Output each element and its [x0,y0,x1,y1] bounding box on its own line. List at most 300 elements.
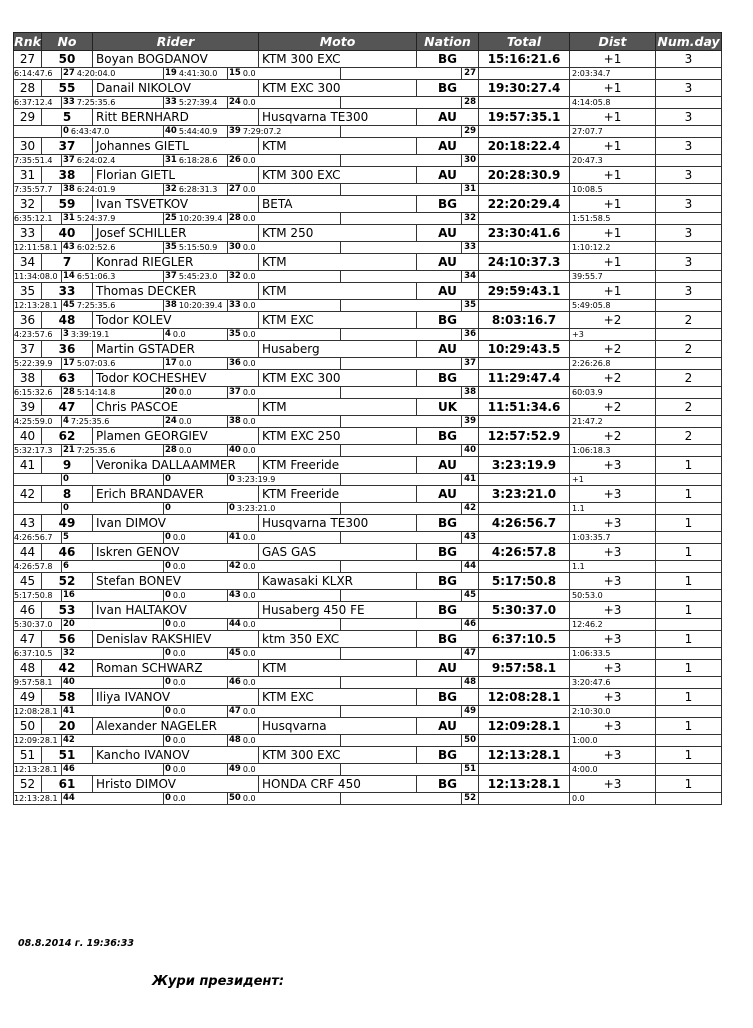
dist-cell: +3 [570,631,656,648]
detail-row [14,358,722,370]
total-time-cell: 12:09:28.1 [479,718,570,735]
day-position: 33 [229,300,241,310]
final-position-segment [340,735,478,746]
day-time: 0.0 [172,330,186,339]
day-position: 43 [63,242,75,252]
rank-cell: 44 [14,544,42,561]
day-time-segment [14,503,61,514]
day-splits-cell [14,590,479,602]
day-position-segment [163,793,227,804]
day-time: 4:23:57.6 [14,330,53,339]
day-position-segment [61,358,163,369]
bib-number-cell: 53 [42,602,93,619]
day-time: 0.0 [172,620,186,629]
bib-number-cell: 5 [42,109,93,126]
day-time: 0.0 [242,591,256,600]
day-time-segment [14,184,61,195]
total-time-cell: 15:16:21.6 [479,51,570,68]
detail-blank-cell [479,706,570,718]
detail-blank-cell [656,619,722,631]
day-time-segment [14,474,61,485]
dist-cell: +1 [570,80,656,97]
detail-blank-cell [656,735,722,747]
detail-blank-cell [479,619,570,631]
num-day-cell: 3 [656,138,722,155]
day-position: 0 [229,474,235,484]
day-time: 6:14:47.6 [14,69,53,78]
day-time: 6:35:12.1 [14,214,53,223]
day-position: 38 [229,416,241,426]
final-position-segment [340,619,478,630]
bib-number-cell: 62 [42,428,93,445]
bib-number-cell: 42 [42,660,93,677]
day-position: 20 [165,387,177,397]
header-no: No [42,33,93,51]
total-time-cell: 11:51:34.6 [479,399,570,416]
day-time: 4:25:59.0 [14,417,53,426]
detail-row [14,126,722,138]
rider-name-cell: Josef SCHILLER [93,225,259,242]
bib-number-cell: 55 [42,80,93,97]
total-time-cell: 9:57:58.1 [479,660,570,677]
detail-row [14,445,722,457]
day-position: 25 [165,213,177,223]
detail-row [14,590,722,602]
num-day-cell: 1 [656,573,722,590]
detail-row [14,155,722,167]
dist-cell: +1 [570,109,656,126]
bib-number-cell: 38 [42,167,93,184]
day-time-segment [14,764,61,775]
day-splits-cell [14,648,479,660]
rider-name-cell: Roman SCHWARZ [93,660,259,677]
rider-name-cell: Todor KOLEV [93,312,259,329]
day-position: 38 [165,300,177,310]
day-position-segment [227,300,340,311]
day-position-segment [227,445,340,456]
detail-row [14,271,722,283]
final-position: 34 [461,271,478,282]
detail-blank-cell [479,503,570,515]
day-time: 0.0 [242,69,256,78]
moto-cell: KTM 300 EXC [259,747,417,764]
rider-name-cell: Iliya IVANOV [93,689,259,706]
day-position: 27 [63,68,75,78]
day-position-segment [61,329,163,340]
day-time: 0.0 [172,736,186,745]
total-time-cell: 12:57:52.9 [479,428,570,445]
rank-cell: 50 [14,718,42,735]
moto-cell: Husaberg [259,341,417,358]
day-position-segment [227,387,340,398]
detail-row [14,474,722,486]
final-position: 39 [461,416,478,427]
day-position-segment [163,126,227,137]
rank-cell: 27 [14,51,42,68]
rank-cell: 34 [14,254,42,271]
day-splits-cell [14,184,479,196]
day-position: 24 [165,416,177,426]
day-position-segment [61,213,163,224]
day-position-segment [61,416,163,427]
final-position: 38 [461,387,478,398]
moto-cell: Kawasaki KLXR [259,573,417,590]
gap-cell: 1:03:35.7 [570,532,656,544]
gap-cell: 12:46.2 [570,619,656,631]
gap-cell: +1 [570,474,656,486]
dist-cell: +1 [570,254,656,271]
day-time: 5:24:37.9 [76,214,116,223]
day-time: 0.0 [242,446,256,455]
day-position-segment [61,300,163,311]
day-position: 0 [165,735,171,745]
total-time-cell: 11:29:47.4 [479,370,570,387]
day-time: 6:18:28.6 [178,156,218,165]
rider-name-cell: Ivan TSVETKOV [93,196,259,213]
final-position-segment [340,329,478,340]
day-position-segment [61,532,163,543]
day-time-segment [14,793,61,804]
day-position: 32 [229,271,241,281]
day-position-segment [163,358,227,369]
total-time-cell: 5:17:50.8 [479,573,570,590]
moto-cell: KTM Freeride [259,486,417,503]
dist-cell: +3 [570,486,656,503]
table-row [14,225,722,242]
final-position-segment [340,590,478,601]
day-time-segment [14,706,61,717]
day-position: 0 [63,126,69,136]
day-position: 41 [229,532,241,542]
day-time: 0.0 [242,678,256,687]
day-time: 6:43:47.0 [70,127,110,136]
detail-blank-cell [479,97,570,109]
moto-cell: KTM 300 EXC [259,51,417,68]
detail-blank-cell [656,97,722,109]
num-day-cell: 1 [656,486,722,503]
day-time: 3:39:19.1 [70,330,110,339]
num-day-cell: 3 [656,196,722,213]
final-position: 32 [461,213,478,224]
detail-blank-cell [479,358,570,370]
total-time-cell: 3:23:19.9 [479,457,570,474]
day-position: 32 [165,184,177,194]
day-time: 7:29:07.2 [242,127,282,136]
table-row [14,399,722,416]
final-position-segment [340,242,478,253]
rider-name-cell: Thomas DECKER [93,283,259,300]
gap-cell: 10:08.5 [570,184,656,196]
detail-blank-cell [479,561,570,573]
day-position-segment [163,706,227,717]
day-time: 0.0 [242,707,256,716]
day-position: 42 [229,561,241,571]
day-time: 0.0 [242,562,256,571]
day-position-segment [163,329,227,340]
detail-blank-cell [656,706,722,718]
day-position: 0 [165,619,171,629]
table-row [14,254,722,271]
day-position-segment [61,68,163,79]
day-position: 38 [63,184,75,194]
detail-row [14,184,722,196]
day-position: 0 [165,677,171,687]
day-position: 45 [229,648,241,658]
moto-cell: KTM [259,283,417,300]
day-position: 44 [229,619,241,629]
detail-blank-cell [479,793,570,805]
day-position: 36 [229,358,241,368]
final-position-segment [340,271,478,282]
gap-cell: 4:00.0 [570,764,656,776]
day-position: 30 [229,242,241,252]
day-time: 0.0 [242,649,256,658]
total-time-cell: 8:03:16.7 [479,312,570,329]
day-position: 0 [165,793,171,803]
dist-cell: +3 [570,457,656,474]
final-position-segment [340,677,478,688]
total-time-cell: 22:20:29.4 [479,196,570,213]
detail-blank-cell [479,474,570,486]
day-position: 28 [63,387,75,397]
day-position: 0 [165,474,171,484]
day-position-segment [61,619,163,630]
detail-blank-cell [479,764,570,776]
nation-cell: UK [417,399,479,416]
table-row [14,283,722,300]
bib-number-cell: 7 [42,254,93,271]
dist-cell: +2 [570,428,656,445]
gap-cell: 50:53.0 [570,590,656,602]
day-time-segment [14,242,61,253]
day-position: 4 [63,416,69,426]
day-position-segment [163,387,227,398]
day-position: 40 [63,677,75,687]
day-position-segment [61,97,163,108]
day-position: 47 [229,706,241,716]
rank-cell: 31 [14,167,42,184]
day-time: 5:32:17.3 [14,446,53,455]
final-position: 41 [461,474,478,485]
dist-cell: +3 [570,718,656,735]
day-position-segment [163,155,227,166]
day-position-segment [163,648,227,659]
detail-blank-cell [479,416,570,428]
num-day-cell: 1 [656,776,722,793]
day-position: 35 [165,242,177,252]
detail-blank-cell [479,387,570,399]
day-position: 4 [165,329,171,339]
day-time-segment [14,126,61,137]
rider-name-cell: Plamen GEORGIEV [93,428,259,445]
day-position: 14 [63,271,75,281]
day-position-segment [61,271,163,282]
day-time: 6:28:31.3 [178,185,218,194]
day-position: 35 [229,329,241,339]
day-position: 26 [229,155,241,165]
detail-blank-cell [479,532,570,544]
rank-cell: 40 [14,428,42,445]
num-day-cell: 2 [656,399,722,416]
rank-cell: 48 [14,660,42,677]
day-position-segment [61,793,163,804]
detail-blank-cell [656,68,722,80]
final-position-segment [340,387,478,398]
detail-row [14,764,722,776]
gap-cell: 1:10:12.2 [570,242,656,254]
gap-cell: 27:07.7 [570,126,656,138]
day-splits-cell [14,445,479,457]
rank-cell: 41 [14,457,42,474]
day-position: 3 [63,329,69,339]
day-position-segment [163,532,227,543]
day-time: 0.0 [242,417,256,426]
detail-row [14,213,722,225]
detail-blank-cell [656,242,722,254]
final-position-segment [340,126,478,137]
final-position: 40 [461,445,478,456]
day-position-segment [227,358,340,369]
day-time-segment [14,416,61,427]
day-position-segment [61,126,163,137]
moto-cell: KTM EXC 300 [259,80,417,97]
day-position: 42 [63,735,75,745]
day-time-segment [14,445,61,456]
rank-cell: 43 [14,515,42,532]
rank-cell: 28 [14,80,42,97]
bib-number-cell: 61 [42,776,93,793]
final-position: 52 [461,793,478,804]
nation-cell: AU [417,718,479,735]
day-position: 19 [165,68,177,78]
table-row [14,167,722,184]
day-position-segment [61,648,163,659]
final-position-segment [340,445,478,456]
final-position: 49 [461,706,478,717]
day-splits-cell [14,126,479,138]
day-position: 39 [229,126,241,136]
day-time: 0.0 [242,243,256,252]
day-time: 0.0 [178,359,192,368]
detail-blank-cell [656,503,722,515]
bib-number-cell: 49 [42,515,93,532]
dist-cell: +2 [570,399,656,416]
day-position: 31 [63,213,75,223]
gap-cell: 2:26:26.8 [570,358,656,370]
detail-row [14,648,722,660]
rider-name-cell: Denislav RAKSHIEV [93,631,259,648]
rank-cell: 37 [14,341,42,358]
day-position: 48 [229,735,241,745]
day-position: 0 [165,764,171,774]
day-time: 12:09:28.1 [14,736,58,745]
day-position-segment [227,793,340,804]
moto-cell: Husqvarna TE300 [259,515,417,532]
day-position-segment [227,619,340,630]
day-position: 46 [229,677,241,687]
jury-president-label: Жури президент: [152,974,285,989]
dist-cell: +1 [570,283,656,300]
day-position-segment [163,445,227,456]
header-moto: Moto [259,33,417,51]
day-splits-cell [14,329,479,341]
dist-cell: +1 [570,167,656,184]
day-position-segment [227,474,340,485]
nation-cell: BG [417,428,479,445]
day-time: 0.0 [242,98,256,107]
gap-cell: 2:03:34.7 [570,68,656,80]
day-position: 37 [165,271,177,281]
day-position-segment [227,184,340,195]
detail-blank-cell [656,648,722,660]
rank-cell: 47 [14,631,42,648]
total-time-cell: 10:29:43.5 [479,341,570,358]
table-row [14,370,722,387]
day-time: 5:14:14.8 [76,388,116,397]
day-time: 0.0 [242,272,256,281]
moto-cell: KTM EXC [259,689,417,706]
final-position-segment [340,793,478,804]
day-position: 33 [63,97,75,107]
total-time-cell: 20:18:22.4 [479,138,570,155]
detail-blank-cell [656,329,722,341]
final-position: 51 [461,764,478,775]
day-position: 27 [229,184,241,194]
rider-name-cell: Hristo DIMOV [93,776,259,793]
day-time: 4:41:30.0 [178,69,218,78]
rider-name-cell: Martin GSTADER [93,341,259,358]
day-position-segment [163,677,227,688]
detail-blank-cell [656,300,722,312]
bib-number-cell: 63 [42,370,93,387]
moto-cell: KTM [259,399,417,416]
day-position-segment [163,503,227,514]
day-position-segment [61,184,163,195]
day-time: 9:57:58.1 [14,678,53,687]
rank-cell: 52 [14,776,42,793]
detail-row [14,706,722,718]
day-time: 0.0 [172,533,186,542]
day-time: 0.0 [172,649,186,658]
day-position-segment [163,300,227,311]
detail-blank-cell [479,735,570,747]
detail-blank-cell [656,590,722,602]
day-position-segment [61,445,163,456]
num-day-cell: 3 [656,51,722,68]
day-time: 0.0 [178,388,192,397]
day-position-segment [163,764,227,775]
day-position: 0 [229,503,235,513]
day-position: 40 [165,126,177,136]
detail-row [14,503,722,515]
detail-blank-cell [479,126,570,138]
nation-cell: AU [417,486,479,503]
detail-blank-cell [479,300,570,312]
moto-cell: KTM EXC [259,312,417,329]
day-position: 41 [63,706,75,716]
detail-blank-cell [479,213,570,225]
day-time: 0.0 [242,533,256,542]
day-position: 37 [229,387,241,397]
day-time: 0.0 [242,301,256,310]
day-time: 7:35:57.7 [14,185,53,194]
dist-cell: +3 [570,776,656,793]
rank-cell: 51 [14,747,42,764]
detail-row [14,532,722,544]
detail-blank-cell [656,416,722,428]
bib-number-cell: 33 [42,283,93,300]
day-position: 5 [63,532,69,542]
